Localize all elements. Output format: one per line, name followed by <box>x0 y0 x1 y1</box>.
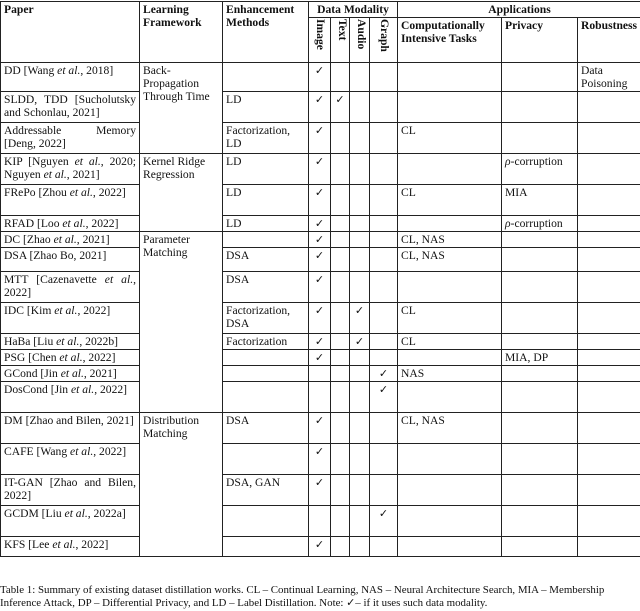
robustness-cell <box>578 334 640 350</box>
robustness-cell <box>578 92 640 123</box>
table-row <box>1 413 640 444</box>
robustness-cell <box>578 537 640 557</box>
robustness-cell <box>578 272 640 303</box>
privacy-cell <box>502 475 578 506</box>
graph-check-cell <box>370 92 398 123</box>
check-mark-icon: ✓ <box>314 249 325 262</box>
computational-cell: CL <box>398 123 502 154</box>
image-check-cell <box>309 154 331 185</box>
check-mark-icon: ✓ <box>314 186 325 199</box>
check-mark-icon: ✓ <box>314 124 325 137</box>
table-row <box>1 334 640 350</box>
header-applications: Applications <box>398 2 640 18</box>
audio-check-cell <box>350 185 370 216</box>
header-privacy: Privacy <box>502 18 578 63</box>
table-row <box>1 537 640 557</box>
robustness-cell <box>578 216 640 232</box>
image-check-cell <box>309 444 331 475</box>
enhancement-cell <box>223 537 309 557</box>
audio-check-cell <box>350 216 370 232</box>
table-row <box>1 303 640 334</box>
check-mark-icon: ✓ <box>314 335 325 348</box>
graph-check-cell <box>370 272 398 303</box>
privacy-cell <box>502 92 578 123</box>
robustness-cell <box>578 350 640 366</box>
computational-cell: CL <box>398 185 502 216</box>
text-check-cell <box>331 232 350 248</box>
graph-check-cell <box>370 63 398 92</box>
audio-check-cell <box>350 413 370 444</box>
table-row <box>1 92 640 123</box>
privacy-cell <box>502 413 578 444</box>
enhancement-cell: LD <box>223 154 309 185</box>
enhancement-cell: LD <box>223 92 309 123</box>
computational-cell <box>398 537 502 557</box>
graph-check-cell <box>370 506 398 537</box>
table-row <box>1 272 640 303</box>
computational-cell <box>398 506 502 537</box>
header-data-modality: Data Modality <box>309 2 398 18</box>
enhancement-cell <box>223 366 309 382</box>
table-row <box>1 475 640 506</box>
table-row <box>1 506 640 537</box>
paper-cell: PSG [Chen et al., 2022] <box>1 350 140 366</box>
audio-check-cell <box>350 366 370 382</box>
text-check-cell <box>331 216 350 232</box>
image-check-cell <box>309 366 331 382</box>
graph-check-cell <box>370 382 398 413</box>
enhancement-cell <box>223 506 309 537</box>
audio-check-cell <box>350 382 370 413</box>
robustness-cell <box>578 366 640 382</box>
computational-cell <box>398 92 502 123</box>
audio-check-cell <box>350 475 370 506</box>
enhancement-cell: LD <box>223 185 309 216</box>
enhancement-cell <box>223 382 309 413</box>
computational-cell <box>398 444 502 475</box>
table-row <box>1 63 640 92</box>
robustness-cell <box>578 382 640 413</box>
robustness-cell <box>578 154 640 185</box>
paper-cell: DSA [Zhao Bo, 2021] <box>1 248 140 272</box>
framework-cell: Distribution Matching <box>140 413 223 557</box>
privacy-cell: MIA <box>502 185 578 216</box>
paper-cell: DosCond [Jin et al., 2022] <box>1 382 140 413</box>
check-mark-icon: ✓ <box>314 445 325 458</box>
image-check-cell <box>309 475 331 506</box>
check-mark-icon: ✓ <box>314 93 325 106</box>
graph-check-cell <box>370 248 398 272</box>
robustness-cell <box>578 475 640 506</box>
image-check-cell <box>309 382 331 413</box>
privacy-cell <box>502 123 578 154</box>
computational-cell: CL, NAS <box>398 232 502 248</box>
audio-check-cell <box>350 232 370 248</box>
header-robustness: Robustness <box>578 18 640 63</box>
paper-cell: DM [Zhao and Bilen, 2021] <box>1 413 140 444</box>
table-row <box>1 185 640 216</box>
image-check-cell <box>309 506 331 537</box>
text-check-cell <box>331 537 350 557</box>
image-check-cell <box>309 185 331 216</box>
graph-check-cell <box>370 216 398 232</box>
audio-check-cell <box>350 444 370 475</box>
audio-check-cell <box>350 63 370 92</box>
check-mark-icon: ✓ <box>314 155 325 168</box>
privacy-cell <box>502 232 578 248</box>
enhancement-cell: DSA, GAN <box>223 475 309 506</box>
text-check-cell <box>331 366 350 382</box>
header-learning-framework: Learning Framework <box>140 2 223 63</box>
enhancement-cell <box>223 350 309 366</box>
table-row <box>1 350 640 366</box>
audio-check-cell <box>350 154 370 185</box>
enhancement-cell: LD <box>223 216 309 232</box>
header-text: Text <box>331 18 350 63</box>
computational-cell <box>398 154 502 185</box>
robustness-cell <box>578 444 640 475</box>
paper-cell: RFAD [Loo et al., 2022] <box>1 216 140 232</box>
graph-check-cell <box>370 334 398 350</box>
graph-check-cell <box>370 413 398 444</box>
table-caption: Table 1: Summary of existing dataset distillation works. CL – Continual Learning, NAS – Neural Architecture Search, MIA – Membership Inference Attack, DP – Differential Privacy, and LD – Label Distillation. Note: ✓– if it uses such data modality. <box>0 584 605 609</box>
text-check-cell <box>331 185 350 216</box>
paper-cell: GCond [Jin et al., 2021] <box>1 366 140 382</box>
table-row <box>1 232 640 248</box>
paper-cell: DC [Zhao et al., 2021] <box>1 232 140 248</box>
computational-cell: CL <box>398 334 502 350</box>
text-check-cell <box>331 382 350 413</box>
check-mark-icon: ✓ <box>314 273 325 286</box>
check-mark-icon: ✓ <box>354 304 365 317</box>
table-row <box>1 154 640 185</box>
enhancement-cell: DSA <box>223 248 309 272</box>
audio-check-cell <box>350 272 370 303</box>
text-check-cell <box>331 123 350 154</box>
audio-check-cell <box>350 350 370 366</box>
enhancement-cell <box>223 232 309 248</box>
image-check-cell <box>309 248 331 272</box>
paper-cell: IT-GAN [Zhao and Bilen, 2022] <box>1 475 140 506</box>
computational-cell <box>398 475 502 506</box>
graph-check-cell <box>370 154 398 185</box>
check-mark-icon: ✓ <box>354 335 365 348</box>
text-check-cell <box>331 272 350 303</box>
paper-cell: FRePo [Zhou et al., 2022] <box>1 185 140 216</box>
graph-check-cell <box>370 303 398 334</box>
check-mark-icon: ✓ <box>314 233 325 246</box>
text-check-cell <box>331 350 350 366</box>
audio-check-cell <box>350 334 370 350</box>
paper-cell: SLDD, TDD [Sucholutsky and Schonlau, 2021] <box>1 92 140 123</box>
privacy-cell <box>502 63 578 92</box>
framework-cell: Back-Propagation Through Time <box>140 63 223 154</box>
check-mark-icon: ✓ <box>378 383 389 396</box>
image-check-cell <box>309 92 331 123</box>
privacy-cell <box>502 272 578 303</box>
graph-check-cell <box>370 475 398 506</box>
text-check-cell <box>331 92 350 123</box>
computational-cell <box>398 216 502 232</box>
graph-check-cell <box>370 350 398 366</box>
text-check-cell <box>331 248 350 272</box>
privacy-cell <box>502 444 578 475</box>
robustness-cell <box>578 232 640 248</box>
text-check-cell <box>331 506 350 537</box>
paper-cell: Addressable Memory [Deng, 2022] <box>1 123 140 154</box>
enhancement-cell: Factorization, DSA <box>223 303 309 334</box>
privacy-cell <box>502 382 578 413</box>
check-mark-icon: ✓ <box>378 507 389 520</box>
enhancement-cell <box>223 444 309 475</box>
privacy-cell: MIA, DP <box>502 350 578 366</box>
text-check-cell <box>331 334 350 350</box>
audio-check-cell <box>350 123 370 154</box>
framework-cell: Parameter Matching <box>140 232 223 413</box>
computational-cell: CL <box>398 303 502 334</box>
computational-cell <box>398 382 502 413</box>
audio-check-cell <box>350 92 370 123</box>
robustness-cell <box>578 303 640 334</box>
image-check-cell <box>309 413 331 444</box>
enhancement-cell: DSA <box>223 272 309 303</box>
header-paper: Paper <box>1 2 140 63</box>
text-check-cell <box>331 413 350 444</box>
paper-cell: CAFE [Wang et al., 2022] <box>1 444 140 475</box>
enhancement-cell <box>223 63 309 92</box>
robustness-cell <box>578 506 640 537</box>
table-row <box>1 216 640 232</box>
graph-check-cell <box>370 537 398 557</box>
check-mark-icon: ✓ <box>314 304 325 317</box>
header-image: Image <box>309 18 331 63</box>
image-check-cell <box>309 334 331 350</box>
table-row <box>1 123 640 154</box>
computational-cell <box>398 63 502 92</box>
text-check-cell <box>331 303 350 334</box>
paper-cell: GCDM [Liu et al., 2022a] <box>1 506 140 537</box>
graph-check-cell <box>370 123 398 154</box>
computational-cell: CL, NAS <box>398 248 502 272</box>
check-mark-icon: ✓ <box>314 414 325 427</box>
table-row <box>1 366 640 382</box>
table-row <box>1 382 640 413</box>
framework-cell: Kernel Ridge Regression <box>140 154 223 232</box>
text-check-cell <box>331 63 350 92</box>
audio-check-cell <box>350 506 370 537</box>
check-mark-icon: ✓ <box>314 476 325 489</box>
table-row <box>1 444 640 475</box>
check-mark-icon: ✓ <box>314 217 325 230</box>
distillation-summary-table <box>0 1 640 557</box>
robustness-cell: Data Poisoning <box>578 63 640 92</box>
image-check-cell <box>309 123 331 154</box>
privacy-cell: ρ-corruption <box>502 154 578 185</box>
text-check-cell <box>331 154 350 185</box>
image-check-cell <box>309 216 331 232</box>
graph-check-cell <box>370 444 398 475</box>
graph-check-cell <box>370 366 398 382</box>
check-mark-icon: ✓ <box>314 64 325 77</box>
enhancement-cell: Factorization, LD <box>223 123 309 154</box>
paper-cell: KFS [Lee et al., 2022] <box>1 537 140 557</box>
table-row <box>1 248 640 272</box>
image-check-cell <box>309 272 331 303</box>
computational-cell: CL, NAS <box>398 413 502 444</box>
privacy-cell <box>502 537 578 557</box>
computational-cell: NAS <box>398 366 502 382</box>
paper-cell: KIP [Nguyen et al., 2020; Nguyen et al., 2021] <box>1 154 140 185</box>
check-mark-icon: ✓ <box>314 538 325 551</box>
text-check-cell <box>331 475 350 506</box>
robustness-cell <box>578 185 640 216</box>
check-mark-icon: ✓ <box>378 367 389 380</box>
paper-cell: DD [Wang et al., 2018] <box>1 63 140 92</box>
graph-check-cell <box>370 185 398 216</box>
privacy-cell <box>502 303 578 334</box>
paper-cell: MTT [Cazenavette et al., 2022] <box>1 272 140 303</box>
header-computationally-intensive: Computationally Intensive Tasks <box>398 18 502 63</box>
privacy-cell <box>502 248 578 272</box>
text-check-cell <box>331 444 350 475</box>
image-check-cell <box>309 350 331 366</box>
paper-cell: IDC [Kim et al., 2022] <box>1 303 140 334</box>
audio-check-cell <box>350 248 370 272</box>
robustness-cell <box>578 248 640 272</box>
enhancement-cell: Factorization <box>223 334 309 350</box>
privacy-cell <box>502 366 578 382</box>
audio-check-cell <box>350 303 370 334</box>
computational-cell <box>398 272 502 303</box>
check-mark-icon: ✓ <box>335 93 345 106</box>
image-check-cell <box>309 303 331 334</box>
enhancement-cell: DSA <box>223 413 309 444</box>
privacy-cell: ρ-corruption <box>502 216 578 232</box>
robustness-cell <box>578 123 640 154</box>
image-check-cell <box>309 232 331 248</box>
audio-check-cell <box>350 537 370 557</box>
image-check-cell <box>309 537 331 557</box>
privacy-cell <box>502 334 578 350</box>
robustness-cell <box>578 413 640 444</box>
check-mark-icon: ✓ <box>314 351 325 364</box>
header-graph: Graph <box>370 18 398 63</box>
paper-cell: HaBa [Liu et al., 2022b] <box>1 334 140 350</box>
image-check-cell <box>309 63 331 92</box>
header-audio: Audio <box>350 18 370 63</box>
graph-check-cell <box>370 232 398 248</box>
computational-cell <box>398 350 502 366</box>
privacy-cell <box>502 506 578 537</box>
header-enhancement-methods: Enhancement Methods <box>223 2 309 63</box>
